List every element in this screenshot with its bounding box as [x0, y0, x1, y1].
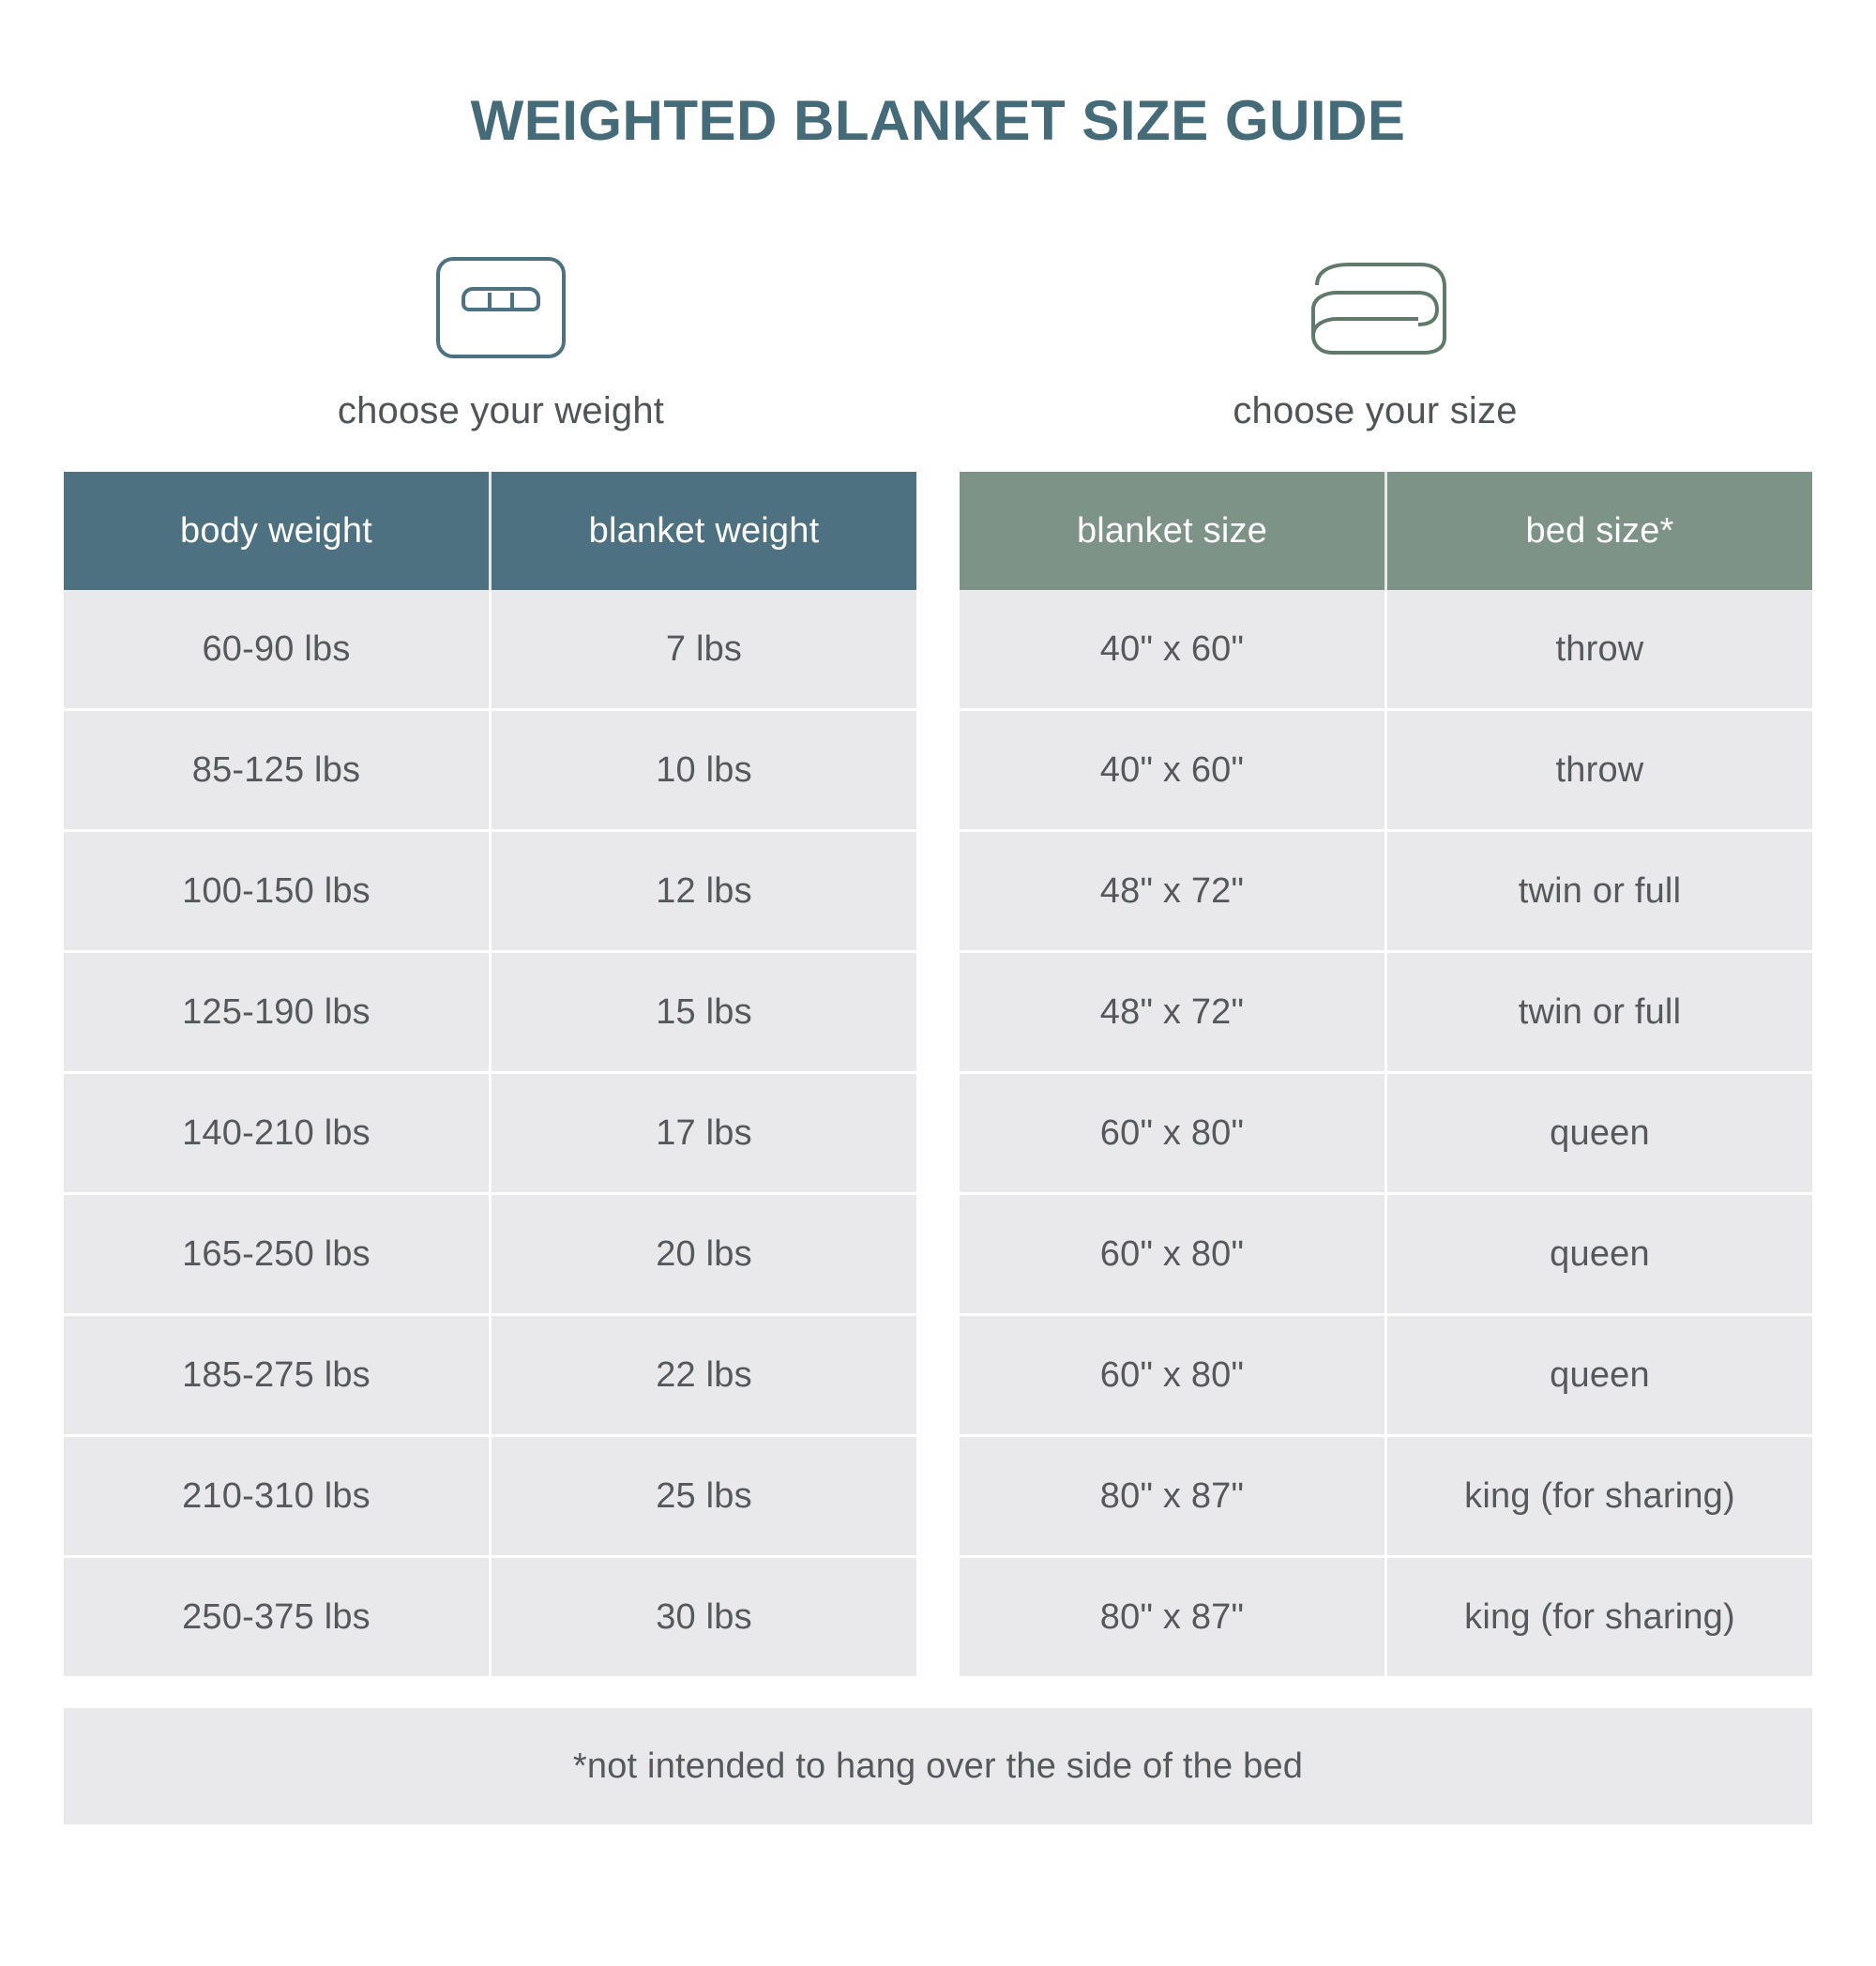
- table-row: [64, 590, 916, 710]
- table-row: [64, 1436, 916, 1557]
- size-table-wrap: [960, 472, 1812, 1676]
- cell-body-weight: 125-190 lbs: [64, 952, 491, 1073]
- cell-bed-size: throw: [1386, 710, 1813, 831]
- cell-blanket-weight: 22 lbs: [491, 1315, 917, 1436]
- table-row: [64, 1315, 916, 1436]
- table-row: [960, 1315, 1812, 1436]
- cell-bed-size: twin or full: [1386, 831, 1813, 952]
- table-row: [960, 590, 1812, 710]
- cell-bed-size: queen: [1386, 1194, 1813, 1315]
- footnote: *not intended to hang over the side of the bed: [64, 1708, 1812, 1824]
- table-row: [64, 710, 916, 831]
- table-row: [960, 831, 1812, 952]
- cell-bed-size: king (for sharing): [1386, 1436, 1813, 1557]
- table-row: [64, 1073, 916, 1194]
- cell-blanket-weight: 10 lbs: [491, 710, 917, 831]
- weight-table-wrap: [64, 472, 916, 1676]
- cell-bed-size: throw: [1386, 590, 1813, 710]
- cell-body-weight: 250-375 lbs: [64, 1557, 491, 1677]
- size-table: [960, 472, 1812, 1676]
- cell-blanket-weight: 17 lbs: [491, 1073, 917, 1194]
- bathroom-scale-icon: [431, 242, 571, 373]
- weight-section-caption: choose your weight: [337, 390, 665, 431]
- cell-blanket-size: 60" x 80": [960, 1315, 1386, 1436]
- column-header-bed-size: bed size*: [1386, 472, 1813, 590]
- cell-blanket-weight: 7 lbs: [491, 590, 917, 710]
- weight-table: [64, 472, 916, 1676]
- table-row: [960, 952, 1812, 1073]
- cell-body-weight: 85-125 lbs: [64, 710, 491, 831]
- tables-container: [64, 472, 1812, 1676]
- icon-caption-row: [64, 242, 1812, 432]
- cell-bed-size: twin or full: [1386, 952, 1813, 1073]
- cell-bed-size: queen: [1386, 1073, 1813, 1194]
- cell-blanket-weight: 30 lbs: [491, 1557, 917, 1677]
- cell-bed-size: queen: [1386, 1315, 1813, 1436]
- column-header-body-weight: body weight: [64, 472, 491, 590]
- page-title: WEIGHTED BLANKET SIZE GUIDE: [470, 89, 1406, 152]
- cell-body-weight: 210-310 lbs: [64, 1436, 491, 1557]
- table-row: [960, 1194, 1812, 1315]
- cell-blanket-size: 48" x 72": [960, 952, 1386, 1073]
- cell-blanket-weight: 15 lbs: [491, 952, 917, 1073]
- size-guide-page: [0, 90, 1876, 1966]
- table-row: [960, 1557, 1812, 1677]
- table-header-row: [64, 472, 916, 590]
- cell-blanket-weight: 12 lbs: [491, 831, 917, 952]
- cell-body-weight: 185-275 lbs: [64, 1315, 491, 1436]
- cell-body-weight: 100-150 lbs: [64, 831, 491, 952]
- cell-blanket-size: 60" x 80": [960, 1194, 1386, 1315]
- table-header-row: [960, 472, 1812, 590]
- table-row: [64, 831, 916, 952]
- column-header-blanket-size: blanket size: [960, 472, 1386, 590]
- cell-blanket-size: 48" x 72": [960, 831, 1386, 952]
- cell-blanket-size: 80" x 87": [960, 1557, 1386, 1677]
- cell-body-weight: 60-90 lbs: [64, 590, 491, 710]
- weight-section-header: [64, 242, 938, 432]
- table-row: [960, 1436, 1812, 1557]
- cell-blanket-size: 80" x 87": [960, 1436, 1386, 1557]
- cell-bed-size: king (for sharing): [1386, 1557, 1813, 1677]
- cell-blanket-weight: 25 lbs: [491, 1436, 917, 1557]
- cell-body-weight: 140-210 lbs: [64, 1073, 491, 1194]
- size-section-caption: choose your size: [1233, 390, 1518, 431]
- table-row: [64, 1194, 916, 1315]
- size-section-header: [938, 242, 1812, 432]
- cell-blanket-weight: 20 lbs: [491, 1194, 917, 1315]
- cell-blanket-size: 40" x 60": [960, 590, 1386, 710]
- folded-blanket-icon: [1300, 242, 1450, 373]
- column-header-blanket-weight: blanket weight: [491, 472, 917, 590]
- table-row: [960, 1073, 1812, 1194]
- table-row: [960, 710, 1812, 831]
- table-row: [64, 1557, 916, 1677]
- table-row: [64, 952, 916, 1073]
- cell-body-weight: 165-250 lbs: [64, 1194, 491, 1315]
- cell-blanket-size: 40" x 60": [960, 710, 1386, 831]
- cell-blanket-size: 60" x 80": [960, 1073, 1386, 1194]
